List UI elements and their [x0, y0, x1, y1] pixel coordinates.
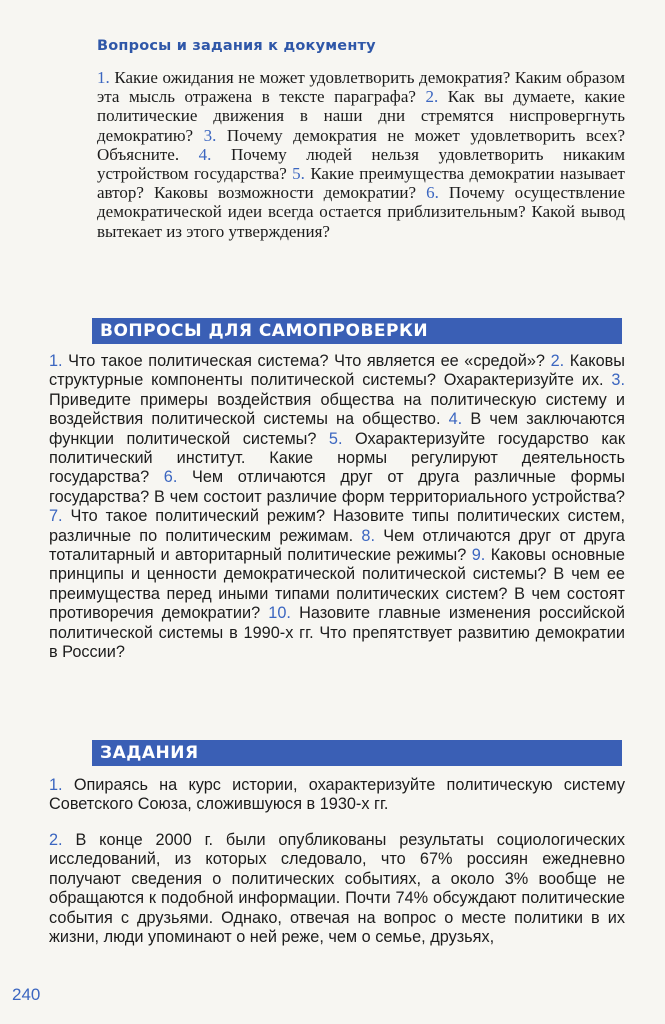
task-text: В конце 2000 г. были опубликованы результаты социологических исследований, из которых следовало, что 67% россиян ежедневно получают сведения о политических событиях, а около 3% вообще не обращаются к подобной информации. Почти 74% обсуждают политические события с друзьями. Однако, отвечая на вопрос о месте политики в их жизни, люди упоминают о ней реже, чем о семье, друзьях,: [49, 831, 625, 947]
task-2: [49, 831, 625, 947]
task-number: 1.: [49, 776, 63, 794]
tasks-heading: ЗАДАНИЯ: [92, 740, 622, 766]
question-text: Почему демократия не может удовлетворить всех? Объясните.: [97, 125, 626, 164]
question-text: Каковы структурные компоненты политической системы? Охарактеризуйте их.: [49, 352, 626, 390]
question-number: 4.: [448, 410, 463, 429]
page-number: 240: [12, 985, 41, 1004]
question-number: 7.: [49, 507, 63, 526]
question-text: Что такое политическая система? Что является ее «средой»?: [62, 352, 551, 370]
question-number: 6.: [163, 468, 178, 487]
question-text: Какие ожидания не может удовлетворить демократия? Каким образом эта мысль отражена в тексте параграфа?: [97, 68, 625, 107]
task-number: 2.: [49, 831, 63, 849]
document-questions-title: Вопросы и задания к документу: [97, 38, 376, 54]
question-text: Какие преимущества демократии называет автор? Каковы возможности демократии?: [97, 164, 625, 203]
question-number: 3.: [203, 125, 217, 145]
question-number: 5.: [292, 164, 305, 184]
question-number: 6.: [426, 183, 439, 203]
question-text: Чем отличаются друг от друга тоталитарный и авторитарный политические режимы?: [49, 526, 625, 565]
question-text: Охарактеризуйте государство как политический институт. Какие нормы регулируют деятельность государства?: [49, 429, 625, 487]
question-text: Как вы думаете, какие политические движения в наши дни стремятся ниспровергнуть демократию?: [97, 87, 625, 145]
question-number: 9.: [471, 546, 486, 565]
task-1: [49, 776, 625, 815]
question-text: Назовите главные изменения российской политической системы в 1990-х гг. Что препятствует развитию демократии в России?: [49, 604, 625, 662]
question-text: Чем отличаются друг от друга различные формы государства? В чем состоит различие форм территориального устройства?: [49, 468, 625, 506]
question-number: 1.: [49, 352, 63, 370]
question-text: Что такое политический режим? Назовите типы политических систем, различные по политическим режимам.: [49, 507, 625, 545]
question-number: 10.: [268, 604, 291, 623]
question-text: Каковы основные принципы и ценности демократической политической системы? В чем ее преимущества перед иными типами политических систем? В чем состоят противоречия демократии?: [49, 546, 625, 623]
review-questions-heading: ВОПРОСЫ ДЛЯ САМОПРОВЕРКИ: [92, 318, 622, 344]
question-number: 5.: [328, 429, 343, 448]
question-text: Приведите примеры воздействия общества на политическую систему и воздействия политической системы на общество.: [49, 390, 625, 429]
question-number: 2.: [425, 87, 439, 107]
question-number: 8.: [361, 526, 376, 545]
task-text: Опираясь на курс истории, охарактеризуйте политическую систему Советского Союза, сложившуюся в 1930-х гг.: [49, 776, 625, 814]
document-questions-text: [97, 68, 625, 241]
question-number: 1.: [97, 68, 110, 87]
question-number: 3.: [611, 371, 625, 390]
question-number: 2.: [550, 352, 565, 370]
review-questions-text: [49, 352, 625, 663]
question-number: 4.: [198, 144, 212, 164]
question-text: Почему людей нельзя удовлетворить никаким устройством государства?: [97, 144, 625, 184]
question-text: Почему осуществление демократической идеи всегда остается приблизительным? Какой вывод вытекает из этого утверждения?: [97, 183, 625, 241]
question-text: В чем заключаются функции политической системы?: [49, 410, 625, 448]
